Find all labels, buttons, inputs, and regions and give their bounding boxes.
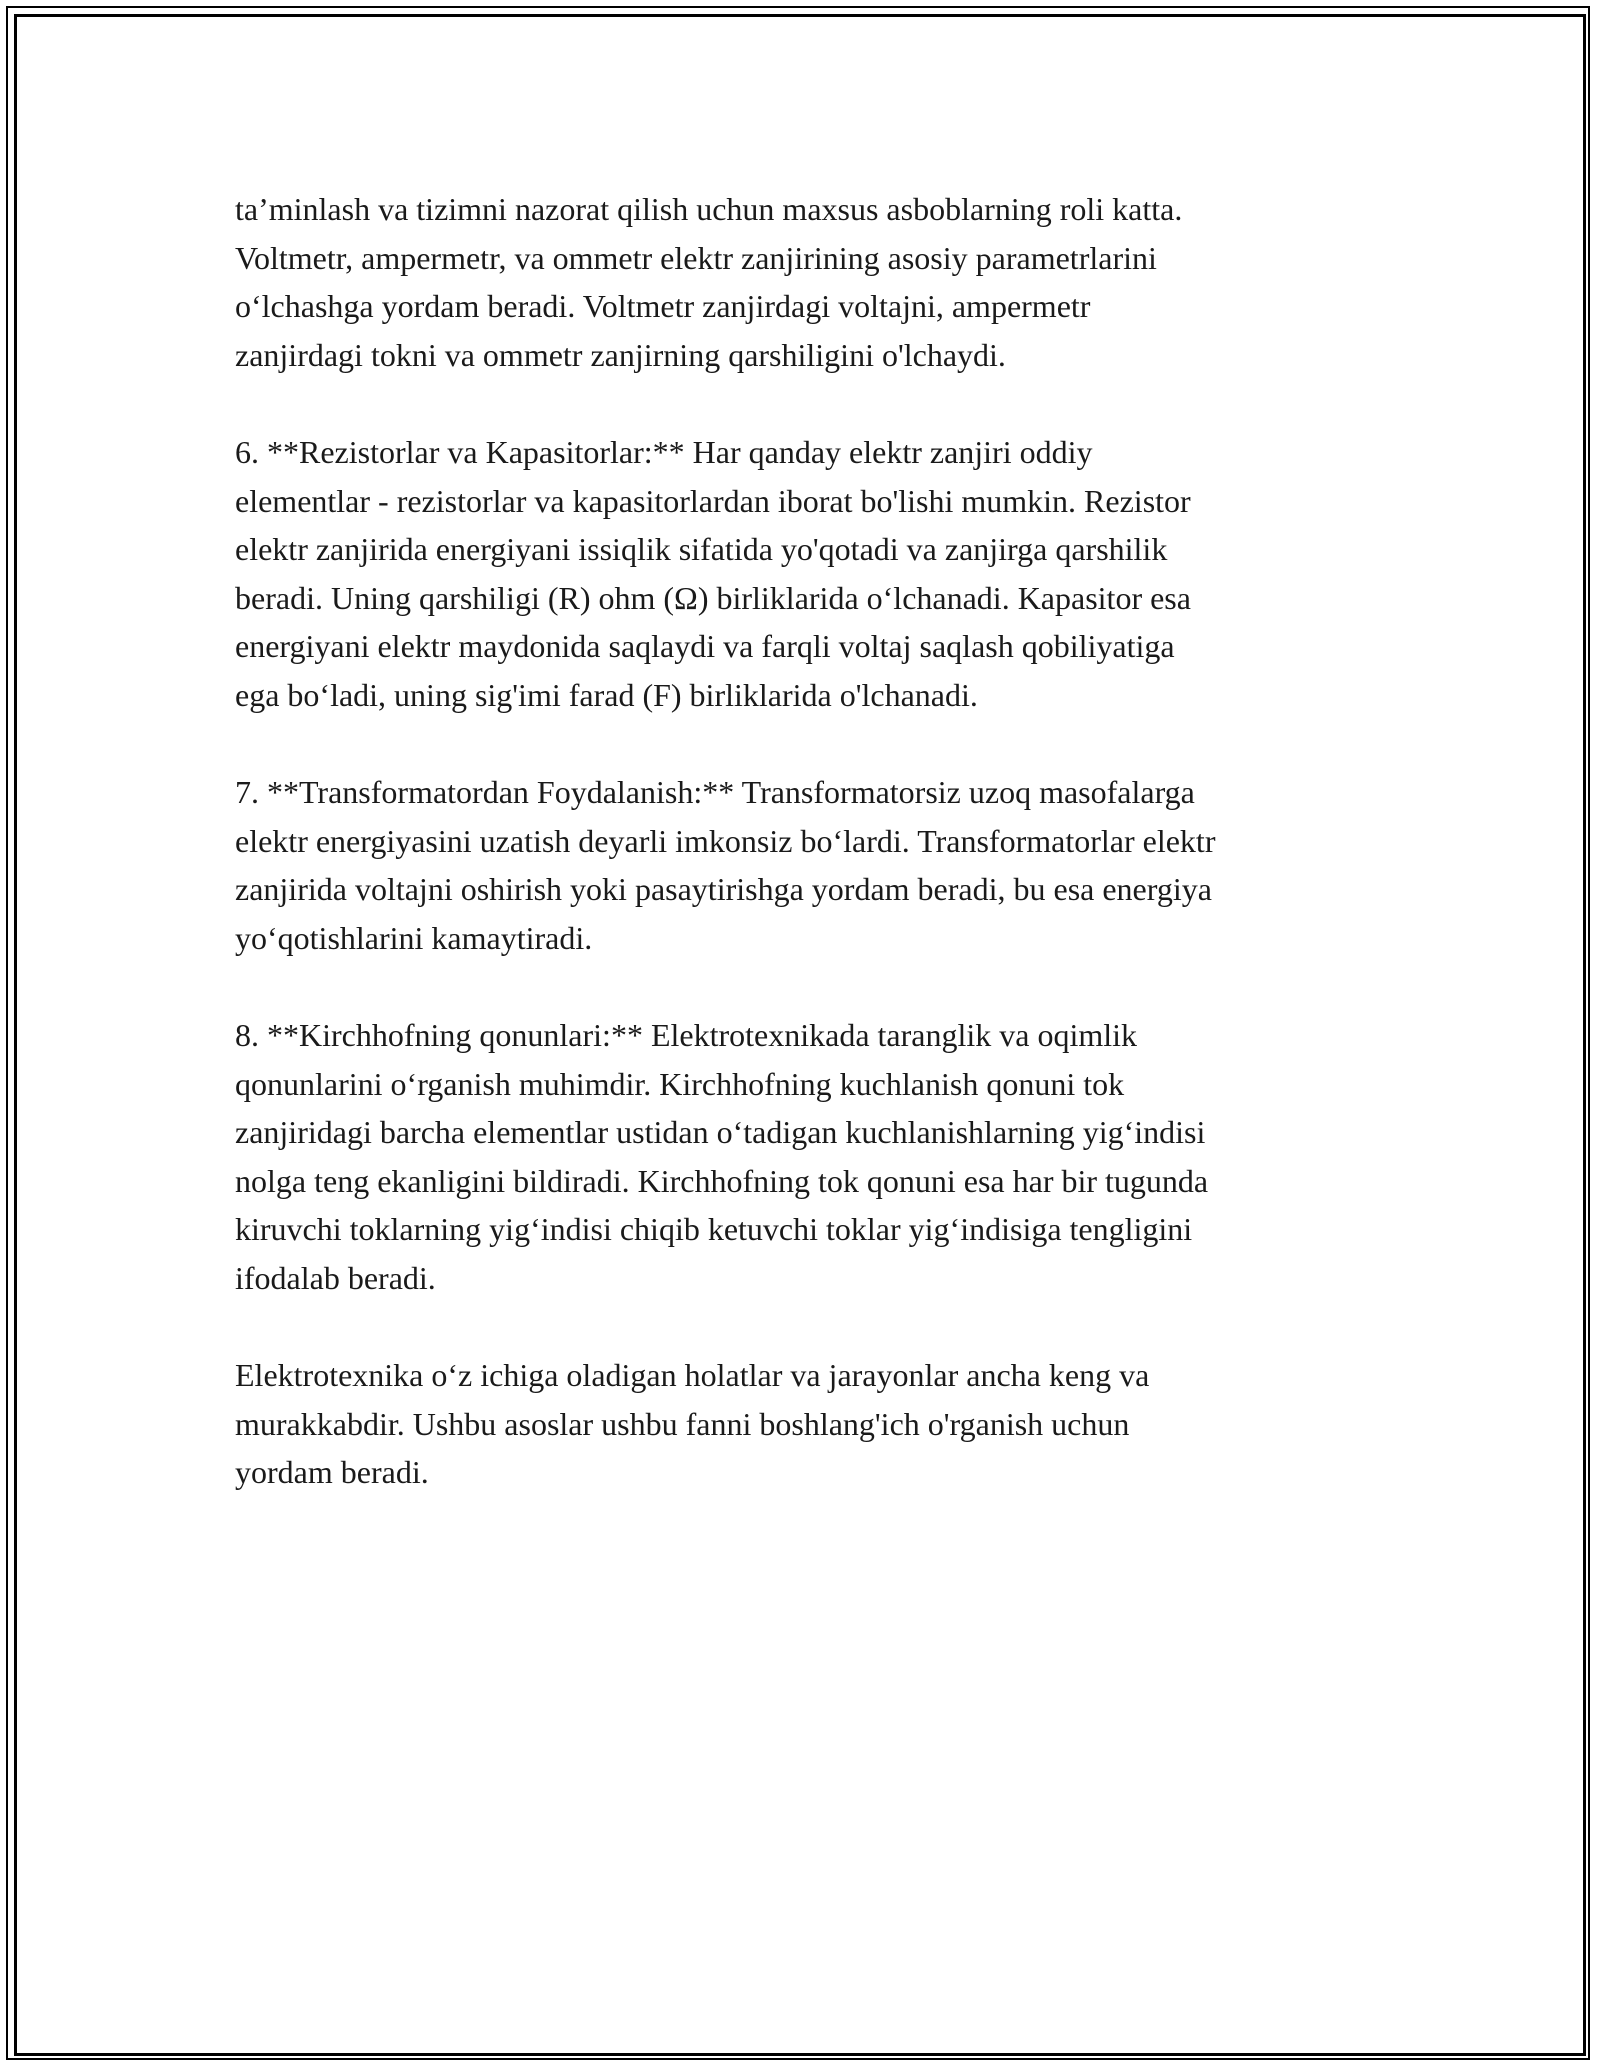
paragraph-measuring-instruments: ta’minlash va tizimni nazorat qilish uchun maxsus asboblarning roli katta. Voltmetr, ampermetr, va ommetr elektr zanjirining asosiy parametrlarini o‘lchashga yordam beradi. Voltmetr zanjirdagi voltajni, ampermetr zanjirdagi tokni va ommetr zanjirning qarshiligini o'lchaydi. <box>235 191 1183 373</box>
paragraph-resistors-capacitors: 6. **Rezistorlar va Kapasitorlar:** Har qanday elektr zanjiri oddiy elementlar - rezistorlar va kapasitorlardan iborat bo'lishi mumkin. Rezistor elektr zanjirida energiyani issiqlik sifatida yo'qotadi va zanjirga qarshilik beradi. Uning qarshiligi (R) ohm (Ω) birliklarida o‘lchanadi. Kapasitor esa energiyani elektr maydonida saqlaydi va farqli voltaj saqlash qobiliyatiga ega bo‘ladi, uning sig'imi farad (F) birliklarida o'lchanadi. <box>235 434 1191 713</box>
paragraph-transformers: 7. **Transformatordan Foydalanish:** Transformatorsiz uzoq masofalarga elektr energiyasini uzatish deyarli imkonsiz bo‘lardi. Transformatorlar elektr zanjirida voltajni oshirish yoki pasaytirishga yordam beradi, bu esa energiya yo‘qotishlarini kamaytiradi. <box>235 774 1216 956</box>
paragraph-conclusion: Elektrotexnika o‘z ichiga oladigan holatlar va jarayonlar ancha keng va murakkabdir. Ushbu asoslar ushbu fanni boshlang'ich o'rganish uchun yordam beradi. <box>235 1357 1150 1490</box>
paragraph-kirchhoff-laws: 8. **Kirchhofning qonunlari:** Elektrotexnikada taranglik va oqimlik qonunlarini o‘rganish muhimdir. Kirchhofning kuchlanish qonuni tok zanjiridagi barcha elementlar ustidan o‘tadigan kuchlanishlarning yig‘indisi nolga teng ekanligini bildiradi. Kirchhofning tok qonuni esa har bir tugunda kiruvchi toklarning yig‘indisi chiqib ketuvchi toklar yig‘indisiga tengligini ifodalab beradi. <box>235 1017 1209 1296</box>
document-body <box>235 185 1375 1546</box>
